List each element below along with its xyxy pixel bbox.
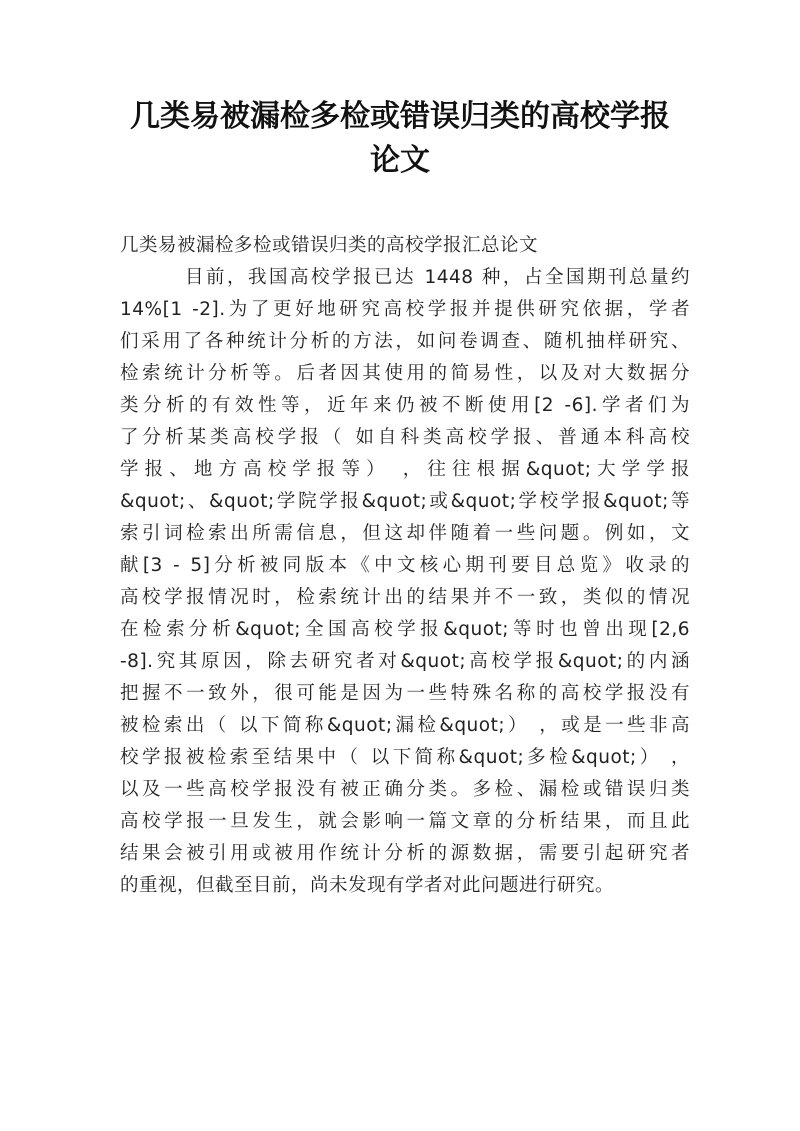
paragraph-line: 在检索分析&quot;全国高校学报&quot;等时也曾出现[2,6 (120, 619, 690, 640)
paragraph-line: 类分析的有效性等，近年来仍被不断使用[2 -6].学者们为 (120, 395, 690, 416)
paragraph-line: 目前，我国高校学报已达 1448 种，占全国期刊总量约 (185, 267, 690, 288)
paragraph-line: 高校学报一旦发生，就会影响一篇文章的分析结果，而且此 (120, 811, 690, 832)
document-title-line-1: 几类易被漏检多检或错误归类的高校学报 (130, 99, 670, 134)
paragraph-line: 的重视，但截至目前，尚未发现有学者对此问题进行研究。 (120, 875, 615, 896)
paragraph-line: 被检索出（ 以下简称&quot;漏检&quot;） ，或是一些非高 (120, 715, 690, 736)
paragraph-line: 索引词检索出所需信息，但这却伴随着一些问题。例如，文 (120, 523, 690, 544)
paragraph-line: 把握不一致外，很可能是因为一些特殊名称的高校学报没有 (120, 683, 690, 704)
paragraph-line: 检索统计分析等。后者因其使用的简易性，以及对大数据分 (120, 363, 690, 384)
paragraph-line: -8].究其原因，除去研究者对&quot;高校学报&quot;的内涵 (120, 651, 690, 672)
paragraph-line: 高校学报情况时，检索统计出的结果并不一致，类似的情况 (120, 587, 690, 608)
paragraph-line: 学报、地方高校学报等） ，往往根据&quot;大学学报 (120, 459, 690, 480)
paragraph-line: 们采用了各种统计分析的方法，如问卷调查、随机抽样研究、 (120, 331, 690, 352)
paragraph-line: 校学报被检索至结果中（ 以下简称&quot;多检&quot;） ， (120, 747, 690, 768)
paragraph-line: &quot;、&quot;学院学报&quot;或&quot;学校学报&quot;等 (120, 491, 690, 512)
paragraph-line: 结果会被引用或被用作统计分析的源数据，需要引起研究者 (120, 843, 690, 864)
document-subtitle: 几类易被漏检多检或错误归类的高校学报汇总论文 (120, 235, 539, 256)
paragraph-line: 以及一些高校学报没有被正确分类。多检、漏检或错误归类 (120, 779, 690, 800)
paragraph-line: 了分析某类高校学报（ 如自科类高校学报、普通本科高校 (120, 427, 690, 448)
paragraph-line: 献[3 - 5]分析被同版本《中文核心期刊要目总览》收录的 (120, 555, 690, 576)
document-title-line-2: 论文 (370, 143, 430, 178)
paragraph-line: 14%[1 -2].为了更好地研究高校学报并提供研究依据，学者 (120, 299, 690, 320)
document-body (120, 230, 690, 902)
